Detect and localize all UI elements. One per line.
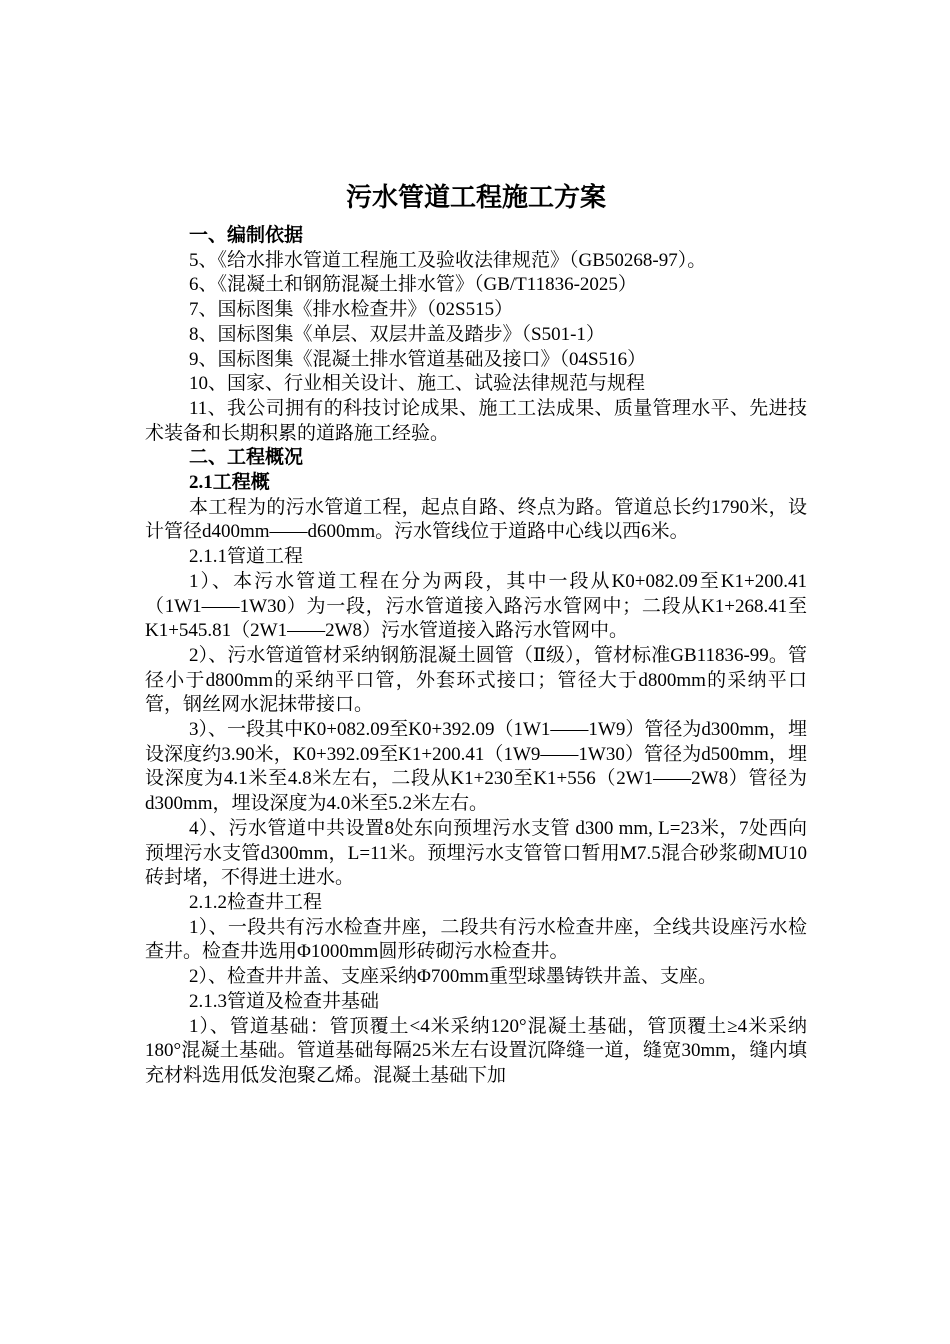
subsection-heading-2-1-1: 2.1.1管道工程 (189, 546, 304, 568)
basis-item-11: 11、我公司拥有的科技讨论成果、施工工法成果、质量管理水平、先进技术装备和长期积累的道路施工经验。 (145, 397, 807, 444)
well-item-2: 2）、检查井井盖、支座采纳Φ700mm重型球墨铸铁井盖、支座。 (189, 966, 717, 988)
pipe-item-1: 1）、本污水管道工程在分为两段，其中一段从K0+082.09至K1+200.41（1W1——1W30）为一段，污水管道接入路污水管网中；二段从K1+268.41至K1+545.81（2W1——2W8）污水管道接入路污水管网中。 (145, 570, 807, 642)
section-heading-overview: 二、工程概况 (189, 447, 304, 469)
basis-item-6: 6、《混凝土和钢筋混凝土排水管》（GB/T11836-2025） (189, 274, 637, 296)
foundation-item-1: 1）、管道基础：管顶覆土<4米采纳120°混凝土基础，管顶覆土≥4米采纳180°混凝土基础。管道基础每隔25米左右设置沉降缝一道，缝宽30mm，缝内填充材料选用低发泡聚乙烯。混凝土基础下加 (145, 1015, 807, 1086)
basis-item-9: 9、国标图集《混凝土排水管道基础及接口》（04S516） (189, 348, 647, 370)
section-heading-basis: 一、编制依据 (189, 225, 304, 246)
pipe-item-2: 2）、污水管道管材采纳钢筋混凝土圆管（Ⅱ级），管材标准GB11836-99。管径小于d800mm的采纳平口管，外套环式接口；管径大于d800mm的采纳平口管，钢丝网水泥抹带接口。 (145, 644, 807, 716)
pipe-item-3: 3）、一段其中K0+082.09至K0+392.09（1W1——1W9）管径为d300mm，埋设深度约3.90米，K0+392.09至K1+200.41（1W9——1W30）管径为d500mm，埋设深度为4.1米至4.8米左右，二段从K1+230至K1+556（2W1——2W8）管径为 d300mm，埋设深度为4.0米至5.2米左右。 (145, 719, 807, 815)
overview-paragraph: 本工程为的污水管道工程，起点自路、终点为路。管道总长约1790米，设计管径d400mm——d600mm。污水管线位于道路中心线以西6米。 (145, 496, 807, 543)
document-title: 污水管道工程施工方案 (345, 183, 606, 212)
basis-item-10: 10、国家、行业相关设计、施工、试验法律规范与规程 (189, 373, 646, 395)
pipe-item-4: 4）、污水管道中共设置8处东向预埋污水支管 d300 mm, L=23米，7处西向预埋污水支管d300mm，L=11米。预埋污水支管管口暂用M7.5混合砂浆砌MU10砖封堵，不得进土进水。 (145, 817, 807, 889)
basis-item-8: 8、国标图集《单层、双层井盖及踏步》（S501-1） (189, 323, 605, 345)
subsection-heading-2-1-2: 2.1.2检查井工程 (189, 891, 323, 913)
subsection-heading-2-1-3: 2.1.3管道及检查井基础 (189, 990, 380, 1012)
well-item-1: 1）、一段共有污水检查井座，二段共有污水检查井座，全线共设座污水检查井。检查井选用Φ1000mm圆形砖砌污水检查井。 (145, 916, 807, 963)
document-page (145, 180, 807, 1089)
basis-item-7: 7、国标图集《排水检查井》（02S515） (189, 299, 514, 321)
subsection-heading-2-1: 2.1工程概 (189, 472, 270, 494)
basis-item-5: 5、《给水排水管道工程施工及验收法律规范》（GB50268-97）。 (189, 249, 707, 271)
